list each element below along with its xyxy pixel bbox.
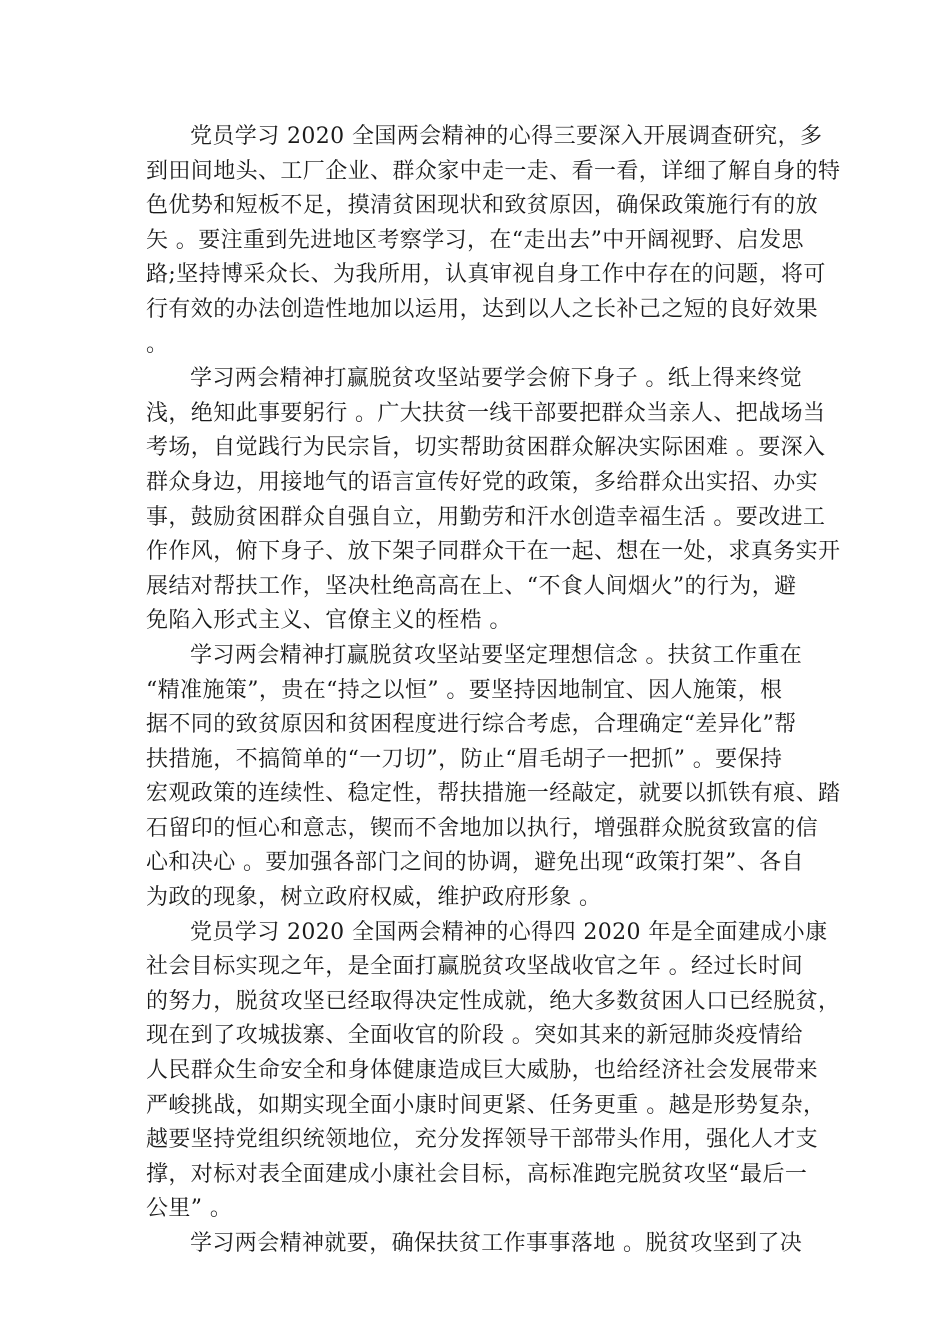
document-body bbox=[146, 120, 841, 1262]
text-line: 撑，对标对表全面建成小康社会目标，高标准跑完脱贫攻坚“最后一 bbox=[146, 1161, 808, 1187]
text-line: 色优势和短板不足，摸清贫困现状和致贫原因，确保政策施行有的放 bbox=[146, 193, 819, 219]
text-line: 心和决心 。要加强各部门之间的协调，避免出现“政策打架”、各自 bbox=[146, 850, 804, 876]
text-line: 路;坚持博采众长、为我所用，认真审视自身工作中存在的问题，将可 bbox=[146, 262, 826, 288]
text-line: 宏观政策的连续性、稳定性，帮扶措施一经敲定，就要以抓铁有痕、踏 bbox=[146, 781, 841, 807]
text-line: 到田间地头、工厂企业、群众家中走一走、看一看，详细了解自身的特 bbox=[146, 158, 841, 184]
text-line: 免陷入形式主义、官僚主义的桎梏 。 bbox=[146, 608, 512, 634]
text-line: 公里” 。 bbox=[146, 1196, 233, 1222]
text-line: 浅，绝知此事要躬行 。广大扶贫一线干部要把群众当亲人、把战场当 bbox=[146, 400, 826, 426]
text-line: 严峻挑战，如期实现全面小康时间更紧、任务更重 。越是形势复杂， bbox=[146, 1092, 826, 1118]
text-line: 现在到了攻城拔寨、全面收官的阶段 。突如其来的新冠肺炎疫情给 bbox=[146, 1023, 803, 1049]
text-line: 石留印的恒心和意志，锲而不舍地加以执行，增强群众脱贫致富的信 bbox=[146, 815, 819, 841]
text-line: 的努力，脱贫攻坚已经取得决定性成就，绝大多数贫困人口已经脱贫， bbox=[146, 988, 841, 1014]
text-line: 越要坚持党组织统领地位，充分发挥领导干部带头作用，强化人才支 bbox=[146, 1127, 819, 1153]
text-line: 展结对帮扶工作，坚决杜绝高高在上、“不食人间烟火”的行为，避 bbox=[146, 573, 797, 599]
text-line: 社会目标实现之年，是全面打赢脱贫攻坚战收官之年 。经过长时间 bbox=[146, 954, 803, 980]
text-line: 党员学习 2020 全国两会精神的心得三要深入开展调查研究，多 bbox=[190, 124, 823, 149]
text-line: 矢 。要注重到先进地区考察学习，在“走出去”中开阔视野、启发思 bbox=[146, 227, 804, 253]
text-line: 据不同的致贫原因和贫困程度进行综合考虑，合理确定“差异化”帮 bbox=[146, 712, 797, 738]
text-line: 考场，自觉践行为民宗旨，切实帮助贫困群众解决实际困难 。要深入 bbox=[146, 435, 826, 461]
text-line: “精准施策”，贵在“持之以恒” 。要坚持因地制宜、因人施策，根 bbox=[146, 677, 783, 703]
text-line: 学习两会精神打赢脱贫攻坚站要坚定理想信念 。扶贫工作重在 bbox=[190, 642, 803, 668]
text-line: 学习两会精神打赢脱贫攻坚站要学会俯下身子 。纸上得来终觉 bbox=[190, 366, 803, 392]
text-line: 人民群众生命安全和身体健康造成巨大威胁，也给经济社会发展带来 bbox=[146, 1058, 819, 1084]
text-line: 。 bbox=[146, 331, 169, 357]
text-line: 为政的现象，树立政府权威，维护政府形象 。 bbox=[146, 885, 602, 911]
text-line: 行有效的办法创造性地加以运用，达到以人之长补己之短的良好效果 bbox=[146, 296, 819, 322]
text-line: 事，鼓励贫困群众自强自立，用勤劳和汗水创造幸福生活 。要改进工 bbox=[146, 504, 826, 530]
text-line: 党员学习 2020 全国两会精神的心得四 2020 年是全面建成小康 bbox=[190, 919, 828, 945]
text-line: 学习两会精神就要，确保扶贫工作事事落地 。脱贫攻坚到了决 bbox=[190, 1231, 803, 1256]
text-line: 扶措施，不搞简单的“一刀切”，防止“眉毛胡子一把抓” 。要保持 bbox=[146, 746, 783, 772]
text-line: 群众身边，用接地气的语言宣传好党的政策，多给群众出实招、办实 bbox=[146, 469, 819, 495]
text-line: 作作风，俯下身子、放下架子同群众干在一起、想在一处，求真务实开 bbox=[146, 539, 841, 565]
